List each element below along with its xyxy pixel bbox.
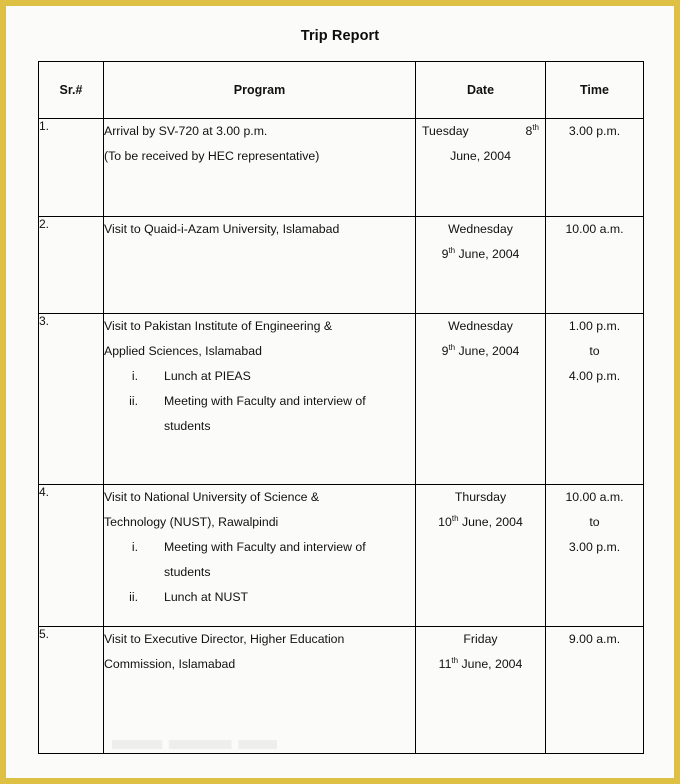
date-weekday: Wednesday bbox=[448, 319, 513, 333]
program-line: Visit to Quaid-i-Azam University, Islamabad bbox=[104, 222, 340, 236]
column-header-sr: Sr.# bbox=[39, 62, 104, 119]
cell-time bbox=[546, 119, 644, 217]
date-day-ordinal: th bbox=[451, 513, 459, 523]
date-month-year: June, 2004 bbox=[450, 149, 511, 163]
time-line: to bbox=[589, 515, 600, 529]
column-header-program: Program bbox=[104, 62, 416, 119]
date-day-number: 9 bbox=[441, 247, 449, 261]
time-line: 3.00 p.m. bbox=[568, 540, 621, 554]
date-weekday-line bbox=[416, 119, 545, 144]
date-day bbox=[525, 119, 539, 144]
cell-time bbox=[546, 314, 644, 485]
time-line: 10.00 a.m. bbox=[565, 222, 624, 236]
list-item bbox=[104, 585, 415, 610]
list-item-label: Meeting with Faculty and interview of students bbox=[164, 540, 366, 579]
table-row bbox=[39, 119, 644, 217]
date-month-year: June, 2004 bbox=[455, 344, 520, 358]
date-month-year: June, 2004 bbox=[458, 515, 523, 529]
cell-program bbox=[104, 627, 416, 754]
cell-date bbox=[416, 314, 546, 485]
list-item-marker: i. bbox=[131, 369, 138, 383]
list-item-label: Lunch at PIEAS bbox=[164, 369, 251, 383]
cell-time bbox=[546, 217, 644, 314]
cell-program bbox=[104, 314, 416, 485]
program-line: Applied Sciences, Islamabad bbox=[104, 344, 262, 358]
date-weekday: Thursday bbox=[454, 490, 507, 504]
cell-serial-number: 4. bbox=[39, 485, 104, 627]
column-header-date: Date bbox=[416, 62, 546, 119]
list-item bbox=[104, 535, 415, 585]
trip-report-table bbox=[38, 61, 644, 754]
date-day-number: 8 bbox=[525, 124, 533, 138]
table-header-row bbox=[39, 62, 644, 119]
list-item-marker: i. bbox=[131, 540, 138, 554]
program-line: Technology (NUST), Rawalpindi bbox=[104, 515, 279, 529]
time-line: 9.00 a.m. bbox=[568, 632, 621, 646]
table-row bbox=[39, 217, 644, 314]
date-day-ordinal: th bbox=[448, 245, 456, 255]
date-month-year: June, 2004 bbox=[458, 657, 523, 671]
table-row bbox=[39, 627, 644, 754]
date-full-line bbox=[416, 339, 545, 364]
list-item bbox=[104, 364, 415, 389]
list-item-marker: ii. bbox=[129, 394, 138, 408]
time-line: to bbox=[589, 344, 600, 358]
column-header-time: Time bbox=[546, 62, 644, 119]
cell-serial-number: 2. bbox=[39, 217, 104, 314]
date-day-ordinal: th bbox=[451, 655, 459, 665]
cell-program bbox=[104, 485, 416, 627]
time-line: 10.00 a.m. bbox=[565, 490, 624, 504]
cell-program bbox=[104, 217, 416, 314]
date-full-line bbox=[416, 510, 545, 535]
program-sub-list bbox=[104, 535, 415, 610]
cell-time bbox=[546, 485, 644, 627]
program-line: Visit to National University of Science & bbox=[104, 490, 320, 504]
date-month-year: June, 2004 bbox=[455, 247, 520, 261]
table-body bbox=[39, 119, 644, 754]
cell-date bbox=[416, 119, 546, 217]
cell-program bbox=[104, 119, 416, 217]
list-item-label: Meeting with Faculty and interview of students bbox=[164, 394, 366, 433]
date-weekday: Wednesday bbox=[448, 222, 513, 236]
table-row bbox=[39, 485, 644, 627]
list-item-marker: ii. bbox=[129, 590, 138, 604]
date-day-number: 9 bbox=[441, 344, 449, 358]
date-full-line bbox=[416, 242, 545, 267]
cell-date bbox=[416, 485, 546, 627]
cell-serial-number: 3. bbox=[39, 314, 104, 485]
cell-date bbox=[416, 217, 546, 314]
date-weekday: Friday bbox=[463, 632, 498, 646]
cell-date bbox=[416, 627, 546, 754]
program-line: Visit to Pakistan Institute of Engineering & bbox=[104, 319, 333, 333]
watermark-text bbox=[112, 740, 277, 749]
program-line: (To be received by HEC representative) bbox=[104, 149, 320, 163]
time-line: 4.00 p.m. bbox=[568, 369, 621, 383]
cell-serial-number: 1. bbox=[39, 119, 104, 217]
time-line: 3.00 p.m. bbox=[568, 124, 621, 138]
program-line: Visit to Executive Director, Higher Education bbox=[104, 632, 345, 646]
list-item-label: Lunch at NUST bbox=[164, 590, 249, 604]
time-line: 1.00 p.m. bbox=[568, 319, 621, 333]
date-full-line bbox=[416, 652, 545, 677]
date-day-ordinal: th bbox=[448, 342, 456, 352]
date-day-number: 10 bbox=[438, 515, 452, 529]
date-day-ordinal: th bbox=[532, 122, 539, 132]
program-sub-list bbox=[104, 364, 415, 439]
date-weekday: Tuesday bbox=[422, 124, 469, 138]
cell-serial-number: 5. bbox=[39, 627, 104, 754]
program-line: Arrival by SV-720 at 3.00 p.m. bbox=[104, 124, 268, 138]
cell-time bbox=[546, 627, 644, 754]
date-day-number: 11 bbox=[438, 657, 452, 671]
table-row bbox=[39, 314, 644, 485]
program-line: Commission, Islamabad bbox=[104, 657, 236, 671]
list-item bbox=[104, 389, 415, 439]
page-title: Trip Report bbox=[300, 28, 380, 44]
